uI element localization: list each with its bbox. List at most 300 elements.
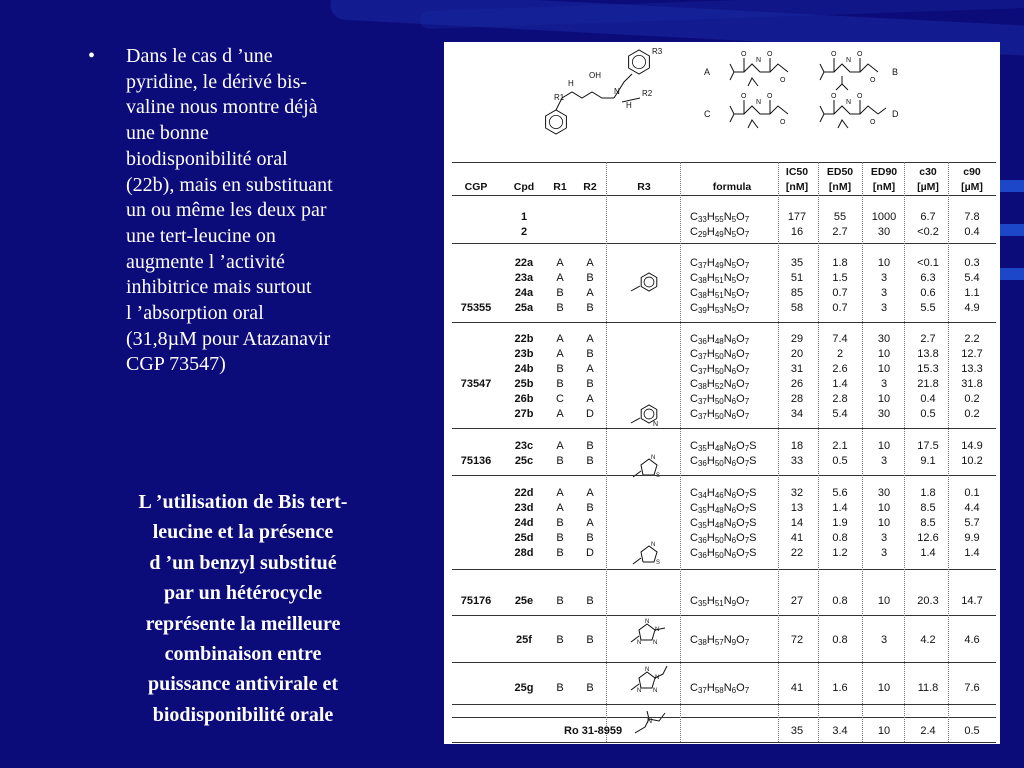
ic50-cell: 72: [790, 634, 804, 646]
c90-cell: 0.1: [964, 487, 980, 499]
r2-cell: A: [586, 287, 594, 299]
ic50-cell: 34: [790, 408, 804, 420]
formula-count: 6: [731, 367, 737, 376]
c30-cell: 0.5: [920, 408, 936, 420]
formula-element: N: [723, 532, 732, 544]
column-header-c30: c30: [919, 166, 937, 178]
r1-cell: A: [556, 408, 564, 420]
formula-element: C: [690, 532, 698, 544]
cpd-cell: 25e: [514, 595, 534, 607]
tetrazole-n-label: N: [645, 667, 650, 673]
formula-count: 7: [744, 261, 750, 270]
c90-cell: 5.7: [964, 517, 980, 529]
column-divider: [862, 162, 863, 742]
r1-cell: A: [556, 348, 564, 360]
formula-count: 7: [744, 444, 750, 453]
amine-n-label: N: [647, 718, 653, 725]
formula-element: C: [690, 211, 698, 223]
phenyl-icon: [644, 277, 654, 287]
formula-count: 6: [731, 382, 737, 391]
formula-count: 38: [697, 276, 707, 285]
ed90-cell: 10: [877, 725, 891, 737]
group-rule: [452, 428, 996, 429]
formula-count: 37: [697, 686, 707, 695]
ed50-cell: 2: [836, 348, 844, 360]
column-header-c30-unit: [µM]: [917, 181, 939, 193]
ed90-cell: 10: [877, 440, 891, 452]
ed90-cell: 3: [880, 532, 888, 544]
oxygen-label: O: [780, 119, 786, 126]
c90-cell: 14.7: [961, 595, 983, 607]
phenyl-icon: [641, 273, 657, 291]
oxygen-label: O: [780, 77, 786, 84]
formula-count: 6: [731, 459, 737, 468]
fragment-label: A: [704, 67, 711, 77]
bullet-line: inhibitrice mais surtout: [126, 276, 312, 299]
formula-element: C: [690, 393, 698, 405]
formula-count: 7: [744, 306, 750, 315]
formula-count: 48: [714, 444, 724, 453]
cgp-cell: 73547: [460, 378, 492, 390]
thiazole-s-label: S: [656, 473, 661, 479]
ic50-cell: 41: [790, 532, 804, 544]
ed50-cell: 2.8: [832, 393, 848, 405]
ed90-cell: 1000: [871, 211, 897, 223]
formula-count: 36: [697, 337, 707, 346]
nitrogen-label: N: [756, 57, 762, 64]
conclusion-paragraph: [98, 487, 388, 730]
formula-element: O: [736, 211, 745, 223]
formula-count: 37: [697, 412, 707, 421]
bullet-line: CGP 73547): [126, 353, 226, 376]
tetrazole-n-label: N: [655, 627, 660, 633]
formula-element: O: [736, 517, 745, 529]
bullet-line: valine nous montre déjà: [126, 96, 318, 119]
nh-label: H: [626, 101, 632, 110]
formula-element: C: [690, 302, 698, 314]
formula-element: O: [736, 455, 745, 467]
column-divider: [606, 162, 607, 742]
pyridyl-icon: [631, 418, 640, 423]
formula-element: O: [736, 302, 745, 314]
r2-cell: A: [586, 487, 594, 499]
column-header-ed90-unit: [nM]: [872, 181, 896, 193]
formula-element: O: [736, 487, 745, 499]
substituted-benzyl-ring-icon: [632, 55, 645, 68]
formula-count: 6: [731, 397, 737, 406]
column-header-ic50-unit: [nM]: [785, 181, 809, 193]
r1-cell: B: [556, 547, 564, 559]
formula-element: C: [690, 257, 698, 269]
formula-element: C: [690, 517, 698, 529]
formula-element: C: [690, 333, 698, 345]
formula-count: 46: [714, 491, 724, 500]
thiazolyl-icon: [633, 558, 641, 564]
column-divider: [778, 162, 779, 742]
formula-element: C: [690, 363, 698, 375]
formula-element: H: [706, 302, 715, 314]
formula-count: 36: [697, 459, 707, 468]
formula-count: 39: [697, 306, 707, 315]
ed90-cell: 3: [880, 287, 888, 299]
cpd-cell: 25c: [514, 455, 534, 467]
formula-element: N: [723, 348, 732, 360]
cpd-cell: 24a: [514, 287, 534, 299]
ed50-cell: 1.6: [832, 682, 848, 694]
tetrazole-n-label: N: [653, 640, 658, 646]
cpd-cell: 2: [520, 226, 528, 238]
formula-cell: [690, 393, 749, 408]
r1-cell: A: [556, 333, 564, 345]
conclusion-line: représente la meilleure: [145, 612, 341, 635]
ed50-cell: 55: [833, 211, 847, 223]
formula-count: 7: [744, 230, 750, 239]
formula-count: 9: [731, 638, 737, 647]
header-rule: [452, 195, 996, 196]
formula-count: 6: [731, 444, 737, 453]
formula-element: C: [690, 595, 698, 607]
ed50-cell: 1.9: [832, 517, 848, 529]
n-label: N: [614, 87, 620, 96]
nitrogen-label: N: [846, 57, 852, 64]
r1-cell: B: [556, 455, 564, 467]
r2-cell: B: [586, 634, 594, 646]
formula-count: 37: [697, 397, 707, 406]
formula-cell: [690, 517, 756, 532]
formula-cell: [690, 634, 749, 649]
cpd-cell: 23c: [514, 440, 534, 452]
formula-cell: [690, 302, 749, 317]
formula-count: 50: [714, 352, 724, 361]
cpd-cell: 22a: [514, 257, 534, 269]
formula-element: N: [723, 634, 732, 646]
formula-count: 7: [744, 599, 750, 608]
ed90-cell: 3: [880, 272, 888, 284]
r2-cell: B: [586, 532, 594, 544]
formula-element: H: [706, 455, 715, 467]
bullet-text: [126, 44, 398, 378]
formula-count: 29: [697, 230, 707, 239]
cgp-cell: 75355: [460, 302, 492, 314]
ed50-cell: 0.7: [832, 287, 848, 299]
c30-cell: 0.6: [920, 287, 936, 299]
formula-count: 5: [731, 230, 737, 239]
formula-count: 7: [744, 367, 750, 376]
r2-cell: A: [586, 363, 594, 375]
formula-count: 7: [744, 506, 750, 515]
formula-element: O: [736, 502, 745, 514]
column-header-r3: R3: [637, 181, 651, 193]
formula-element: N: [723, 408, 732, 420]
formula-element: N: [723, 302, 732, 314]
formula-count: 7: [744, 412, 750, 421]
formula-cell: [690, 547, 756, 562]
r2-cell: D: [586, 547, 594, 559]
formula-element: N: [723, 487, 732, 499]
formula-count: 6: [731, 412, 737, 421]
formula-count: 7: [744, 521, 750, 530]
formula-count: 52: [714, 382, 724, 391]
r2-label: R2: [642, 89, 653, 98]
oxygen-label: O: [831, 93, 837, 100]
formula-element: C: [690, 487, 698, 499]
ic50-cell: 14: [790, 517, 804, 529]
r2-cell: B: [586, 502, 594, 514]
c30-cell: 17.5: [917, 440, 939, 452]
formula-element: C: [690, 287, 698, 299]
formula-element: O: [736, 378, 745, 390]
ed90-cell: 30: [877, 487, 891, 499]
formula-element: N: [723, 378, 732, 390]
ed50-cell: 1.8: [832, 257, 848, 269]
ed50-cell: 1.2: [832, 547, 848, 559]
formula-count: 53: [714, 306, 724, 315]
r2-cell: B: [586, 302, 594, 314]
formula-element: H: [706, 682, 715, 694]
cpd-cell: 23a: [514, 272, 534, 284]
formula-count: 49: [714, 261, 724, 270]
c30-cell: 12.6: [917, 532, 939, 544]
r1-cell: A: [556, 487, 564, 499]
formula-element: N: [723, 502, 732, 514]
formula-count: 51: [714, 291, 724, 300]
ed90-cell: 3: [880, 378, 888, 390]
c90-cell: 4.6: [964, 634, 980, 646]
formula-count: 7: [744, 397, 750, 406]
ic50-cell: 27: [790, 595, 804, 607]
group-rule: [452, 569, 996, 570]
formula-element: S: [749, 547, 757, 559]
r2-cell: B: [586, 348, 594, 360]
r1-cell: B: [556, 378, 564, 390]
formula-element: S: [749, 455, 757, 467]
c30-cell: 1.8: [920, 487, 936, 499]
ed50-cell: 0.8: [832, 595, 848, 607]
ed50-cell: 3.4: [832, 725, 848, 737]
formula-count: 50: [714, 459, 724, 468]
conclusion-line: biodisponibilité orale: [152, 703, 334, 726]
cpd-cell: 25a: [514, 302, 534, 314]
wavy-bond-line: [820, 64, 824, 80]
formula-cell: [690, 408, 749, 423]
formula-cell: [690, 440, 756, 455]
c90-cell: 12.7: [961, 348, 983, 360]
thiazole-n-label: N: [651, 542, 656, 548]
formula-count: 49: [714, 230, 724, 239]
formula-cell: [690, 333, 749, 348]
formula-count: 57: [714, 638, 724, 647]
formula-count: 6: [731, 551, 737, 560]
c90-cell: 0.2: [964, 393, 980, 405]
c90-cell: 9.9: [964, 532, 980, 544]
formula-element: N: [723, 595, 732, 607]
formula-element: H: [706, 440, 715, 452]
tetrazolyl-methyl-icon: [639, 624, 655, 640]
cpd-cell: 28d: [514, 547, 534, 559]
formula-element: O: [736, 634, 745, 646]
ed90-cell: 10: [877, 595, 891, 607]
group-rule: [452, 704, 996, 705]
c30-cell: <0.1: [917, 257, 939, 269]
group-rule: [452, 243, 996, 244]
r1-label: R1: [554, 93, 565, 102]
cpd-cell: 24b: [514, 363, 534, 375]
c90-cell: 13.3: [961, 363, 983, 375]
pyridine-n-label: N: [653, 421, 659, 428]
formula-element: C: [690, 634, 698, 646]
column-divider: [948, 162, 949, 742]
formula-element: S: [749, 502, 757, 514]
formula-count: 55: [714, 215, 724, 224]
formula-element: O: [736, 393, 745, 405]
group-rule: [452, 717, 996, 718]
formula-cell: [690, 682, 749, 697]
ed90-cell: 10: [877, 393, 891, 405]
formula-count: 34: [697, 491, 707, 500]
conclusion-line: d ’un benzyl substitué: [149, 551, 337, 574]
formula-cell: [690, 363, 749, 378]
ic50-cell: 20: [790, 348, 804, 360]
ic50-cell: 35: [790, 257, 804, 269]
formula-cell: [690, 502, 756, 517]
c90-cell: 1.1: [964, 287, 980, 299]
formula-cell: [690, 595, 749, 610]
tetrazole-n-label: N: [645, 619, 650, 625]
fragment-label: C: [704, 109, 711, 119]
column-header-ed50-unit: [nM]: [828, 181, 852, 193]
formula-count: 35: [697, 599, 707, 608]
thiazole-s-label: S: [656, 560, 661, 566]
conclusion-line: leucine et la présence: [152, 521, 334, 544]
formula-count: 37: [697, 352, 707, 361]
ic50-cell: 177: [787, 211, 807, 223]
cpd-cell: 25b: [514, 378, 534, 390]
c30-cell: 21.8: [917, 378, 939, 390]
c90-cell: 4.4: [964, 502, 980, 514]
r1-cell: A: [556, 257, 564, 269]
formula-count: 35: [697, 521, 707, 530]
formula-count: 51: [714, 599, 724, 608]
c90-cell: 14.9: [961, 440, 983, 452]
formula-count: 37: [697, 261, 707, 270]
branch-line: [836, 84, 848, 90]
formula-element: C: [690, 440, 698, 452]
oxygen-label: O: [767, 51, 773, 58]
formula-element: O: [736, 408, 745, 420]
group-rule: [452, 615, 996, 616]
cgp-cell: 75136: [460, 455, 492, 467]
r1-cell: B: [556, 363, 564, 375]
cpd-cell: 25d: [514, 532, 534, 544]
oxygen-label: O: [831, 51, 837, 58]
ed90-cell: 10: [877, 363, 891, 375]
data-table-panel: [444, 42, 1000, 744]
formula-count: 7: [744, 382, 750, 391]
ed90-cell: 30: [877, 333, 891, 345]
formula-cell: [690, 532, 756, 547]
formula-element: C: [690, 348, 698, 360]
formula-count: 50: [714, 412, 724, 421]
fragment-chain-line: [824, 106, 878, 114]
formula-count: 35: [697, 444, 707, 453]
cpd-cell: 27b: [514, 408, 534, 420]
oxygen-label: O: [741, 93, 747, 100]
formula-element: N: [723, 272, 732, 284]
ic50-cell: 16: [790, 226, 804, 238]
c30-cell: 5.5: [920, 302, 936, 314]
formula-element: O: [736, 287, 745, 299]
r2-cell: B: [586, 272, 594, 284]
ic50-cell: 13: [790, 502, 804, 514]
formula-cell: [690, 226, 749, 241]
formula-element: H: [706, 226, 715, 238]
ed90-cell: 10: [877, 348, 891, 360]
conclusion-line: par un hétérocycle: [163, 582, 323, 605]
formula-count: 5: [731, 306, 737, 315]
ed90-cell: 3: [880, 302, 888, 314]
formula-element: H: [706, 348, 715, 360]
group-rule: [452, 322, 996, 323]
bullet-line: (31,8µM pour Atazanavir: [126, 327, 331, 350]
ic50-cell: 28: [790, 393, 804, 405]
wavy-bond-line: [730, 106, 734, 122]
formula-element: N: [723, 440, 732, 452]
formula-element: O: [736, 440, 745, 452]
r1-cell: B: [556, 517, 564, 529]
formula-element: N: [723, 682, 732, 694]
formula-element: H: [706, 257, 715, 269]
formula-element: O: [736, 272, 745, 284]
nh-label: H: [568, 79, 574, 88]
cpd-cell: 22d: [514, 487, 534, 499]
r2-cell: A: [586, 393, 594, 405]
column-header-cpd: Cpd: [513, 181, 535, 193]
tetrazole-n-label: N: [637, 640, 642, 646]
formula-count: 36: [697, 551, 707, 560]
c30-cell: 15.3: [917, 363, 939, 375]
fragment-chain-line: [734, 64, 788, 72]
cpd-cell: 26b: [514, 393, 534, 405]
bullet-line: pyridine, le dérivé bis-: [126, 70, 308, 93]
formula-count: 7: [744, 352, 750, 361]
formula-element: H: [706, 634, 715, 646]
formula-count: 50: [714, 397, 724, 406]
formula-count: 6: [731, 352, 737, 361]
ed50-cell: 1.4: [832, 502, 848, 514]
formula-element: O: [736, 595, 745, 607]
ed50-cell: 0.8: [832, 532, 848, 544]
ed50-cell: 0.7: [832, 302, 848, 314]
c30-cell: 6.3: [920, 272, 936, 284]
formula-element: O: [736, 682, 745, 694]
formula-count: 7: [744, 459, 750, 468]
ed50-cell: 1.5: [832, 272, 848, 284]
nitrogen-label: N: [846, 99, 852, 106]
formula-element: H: [706, 502, 715, 514]
formula-element: H: [706, 363, 715, 375]
ed50-cell: 2.6: [832, 363, 848, 375]
nitrogen-label: N: [756, 99, 762, 106]
formula-count: 38: [697, 638, 707, 647]
formula-element: O: [736, 348, 745, 360]
formula-element: O: [736, 333, 745, 345]
formula-count: 5: [731, 291, 737, 300]
ed50-cell: 2.1: [832, 440, 848, 452]
oh-label: OH: [589, 71, 601, 80]
formula-element: H: [706, 393, 715, 405]
ed50-cell: 2.7: [832, 226, 848, 238]
fragment-label: B: [892, 67, 899, 77]
